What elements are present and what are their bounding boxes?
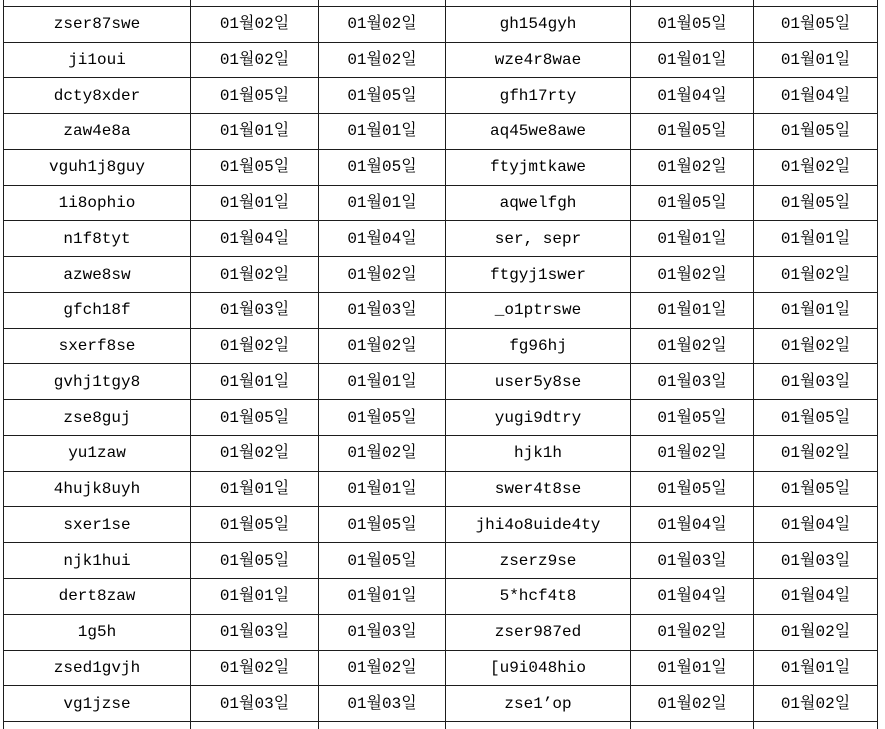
date-cell[interactable]: 01월05일 (631, 471, 754, 507)
date-cell[interactable]: 01월02일 (631, 328, 754, 364)
name-cell[interactable]: zaw4e8a (4, 114, 191, 150)
name-cell[interactable]: njk1hui (4, 543, 191, 579)
table-row (4, 435, 878, 471)
date-cell[interactable]: 01월05일 (754, 400, 878, 436)
date-cell[interactable]: 01월05일 (319, 543, 446, 579)
date-cell[interactable]: 01월02일 (319, 257, 446, 293)
date-cell[interactable]: 01월01일 (754, 292, 878, 328)
date-cell[interactable]: 01월02일 (191, 257, 319, 293)
name-cell[interactable]: aq45we8awe (446, 114, 631, 150)
date-cell[interactable]: 01월04일 (191, 221, 319, 257)
table-row (4, 507, 878, 543)
name-cell[interactable]: dert8zaw (4, 579, 191, 615)
name-cell[interactable]: 1g5h (4, 614, 191, 650)
name-cell[interactable]: swer4t8se (446, 471, 631, 507)
date-cell[interactable]: 01월05일 (319, 149, 446, 185)
date-cell[interactable]: 01월04일 (754, 78, 878, 114)
name-cell[interactable]: zsed1gvjh (4, 650, 191, 686)
date-cell[interactable]: 01월01일 (631, 292, 754, 328)
date-cell[interactable]: 01월01일 (319, 364, 446, 400)
date-cell[interactable]: 01월05일 (319, 507, 446, 543)
name-cell[interactable]: 4hujk8uyh (4, 471, 191, 507)
date-cell[interactable]: 01월03일 (319, 614, 446, 650)
date-cell[interactable]: 01월05일 (631, 400, 754, 436)
date-cell[interactable]: 01월05일 (319, 400, 446, 436)
name-cell[interactable]: yugi9dtry (446, 400, 631, 436)
name-cell[interactable]: ftyjmtkawe (446, 149, 631, 185)
date-cell[interactable]: 01월01일 (191, 471, 319, 507)
date-cell[interactable]: 01월02일 (631, 149, 754, 185)
date-cell[interactable]: 01월02일 (191, 650, 319, 686)
date-cell[interactable]: 01월02일 (631, 686, 754, 722)
name-cell[interactable]: aqwelfgh (446, 185, 631, 221)
date-cell[interactable]: 01월02일 (319, 435, 446, 471)
table-row (4, 221, 878, 257)
name-cell[interactable]: yu1zaw (4, 435, 191, 471)
name-cell[interactable]: ftgyj1swer (446, 257, 631, 293)
empty-cell[interactable] (754, 722, 878, 729)
table-row (4, 400, 878, 436)
date-cell[interactable]: 01월01일 (754, 42, 878, 78)
date-cell[interactable]: 01월01일 (631, 221, 754, 257)
date-cell[interactable]: 01월05일 (191, 149, 319, 185)
date-cell[interactable]: 01월03일 (191, 686, 319, 722)
date-cell[interactable]: 01월01일 (631, 42, 754, 78)
date-cell[interactable]: 01월02일 (319, 6, 446, 42)
date-cell[interactable]: 01월05일 (191, 78, 319, 114)
name-cell[interactable]: zse1’op (446, 686, 631, 722)
date-cell[interactable]: 01월05일 (631, 114, 754, 150)
table-row (4, 149, 878, 185)
table-row (4, 364, 878, 400)
date-cell[interactable]: 01월02일 (319, 328, 446, 364)
date-cell[interactable]: 01월02일 (631, 435, 754, 471)
name-cell[interactable]: zser87swe (4, 6, 191, 42)
empty-cell[interactable] (191, 722, 319, 729)
name-cell[interactable]: sxerf8se (4, 328, 191, 364)
table-row (4, 78, 878, 114)
name-cell[interactable]: [u9i048hio (446, 650, 631, 686)
empty-cell[interactable] (631, 722, 754, 729)
date-cell[interactable]: 01월01일 (754, 650, 878, 686)
date-cell[interactable]: 01월05일 (191, 543, 319, 579)
date-cell[interactable]: 01월03일 (319, 292, 446, 328)
date-cell[interactable]: 01월03일 (631, 364, 754, 400)
date-cell[interactable]: 01월04일 (754, 579, 878, 615)
date-cell[interactable]: 01월02일 (191, 6, 319, 42)
date-cell[interactable]: 01월05일 (754, 471, 878, 507)
name-cell[interactable]: gvhj1tgy8 (4, 364, 191, 400)
date-cell[interactable]: 01월01일 (191, 579, 319, 615)
grid-body (4, 0, 878, 729)
date-cell[interactable]: 01월02일 (754, 435, 878, 471)
date-cell[interactable]: 01월03일 (191, 614, 319, 650)
date-cell[interactable]: 01월05일 (754, 185, 878, 221)
date-cell[interactable]: 01월05일 (754, 6, 878, 42)
table-row (4, 114, 878, 150)
name-cell[interactable]: vg1jzse (4, 686, 191, 722)
date-cell[interactable]: 01월01일 (754, 221, 878, 257)
date-cell[interactable]: 01월01일 (319, 471, 446, 507)
date-cell[interactable]: 01월02일 (754, 614, 878, 650)
date-cell[interactable]: 01월04일 (631, 78, 754, 114)
name-cell[interactable]: user5y8se (446, 364, 631, 400)
date-cell[interactable]: 01월03일 (754, 543, 878, 579)
name-cell[interactable]: wze4r8wae (446, 42, 631, 78)
data-grid (3, 0, 878, 729)
date-cell[interactable]: 01월02일 (754, 328, 878, 364)
date-cell[interactable]: 01월03일 (754, 364, 878, 400)
name-cell[interactable]: 1i8ophio (4, 185, 191, 221)
empty-cell[interactable] (4, 722, 191, 729)
date-cell[interactable]: 01월02일 (754, 257, 878, 293)
name-cell[interactable]: vguh1j8guy (4, 149, 191, 185)
date-cell[interactable]: 01월05일 (319, 78, 446, 114)
name-cell[interactable]: gh154gyh (446, 6, 631, 42)
date-cell[interactable]: 01월03일 (631, 543, 754, 579)
table-row (4, 686, 878, 722)
date-cell[interactable]: 01월02일 (631, 614, 754, 650)
date-cell[interactable]: 01월05일 (631, 185, 754, 221)
date-cell[interactable]: 01월04일 (754, 507, 878, 543)
table-row (4, 6, 878, 42)
name-cell[interactable]: gfh17rty (446, 78, 631, 114)
table-row (4, 292, 878, 328)
date-cell[interactable]: 01월04일 (319, 221, 446, 257)
date-cell[interactable]: 01월05일 (191, 400, 319, 436)
table-row (4, 257, 878, 293)
date-cell[interactable]: 01월05일 (631, 6, 754, 42)
date-cell[interactable]: 01월01일 (191, 114, 319, 150)
name-cell[interactable]: jhi4o8uide4ty (446, 507, 631, 543)
empty-cell[interactable] (319, 722, 446, 729)
name-cell[interactable]: dcty8xder (4, 78, 191, 114)
table-row (4, 328, 878, 364)
date-cell[interactable]: 01월05일 (191, 507, 319, 543)
empty-cell[interactable] (446, 722, 631, 729)
name-cell[interactable]: fg96hj (446, 328, 631, 364)
date-cell[interactable]: 01월01일 (319, 185, 446, 221)
name-cell[interactable]: zse8guj (4, 400, 191, 436)
date-cell[interactable]: 01월01일 (319, 579, 446, 615)
name-cell[interactable]: sxer1se (4, 507, 191, 543)
name-cell[interactable]: n1f8tyt (4, 221, 191, 257)
date-cell[interactable]: 01월04일 (631, 579, 754, 615)
clipped-row-bottom (4, 722, 878, 729)
table-row (4, 471, 878, 507)
date-cell[interactable]: 01월01일 (319, 114, 446, 150)
date-cell[interactable]: 01월02일 (319, 650, 446, 686)
table-row (4, 42, 878, 78)
name-cell[interactable]: _o1ptrswe (446, 292, 631, 328)
date-cell[interactable]: 01월02일 (191, 435, 319, 471)
table-row (4, 614, 878, 650)
name-cell[interactable]: zser987ed (446, 614, 631, 650)
name-cell[interactable]: hjk1h (446, 435, 631, 471)
date-cell[interactable]: 01월02일 (191, 42, 319, 78)
table-row (4, 185, 878, 221)
name-cell[interactable]: ser, sepr (446, 221, 631, 257)
date-cell[interactable]: 01월03일 (319, 686, 446, 722)
date-cell[interactable]: 01월05일 (754, 114, 878, 150)
date-cell[interactable]: 01월01일 (191, 364, 319, 400)
name-cell[interactable]: azwe8sw (4, 257, 191, 293)
name-cell[interactable]: 5*hcf4t8 (446, 579, 631, 615)
date-cell[interactable]: 01월02일 (754, 149, 878, 185)
table-row (4, 579, 878, 615)
date-cell[interactable]: 01월02일 (191, 328, 319, 364)
date-cell[interactable]: 01월02일 (319, 42, 446, 78)
table-row (4, 543, 878, 579)
date-cell[interactable]: 01월04일 (631, 507, 754, 543)
table-row (4, 650, 878, 686)
name-cell[interactable]: ji1oui (4, 42, 191, 78)
date-cell[interactable]: 01월01일 (631, 650, 754, 686)
date-cell[interactable]: 01월01일 (191, 185, 319, 221)
date-cell[interactable]: 01월02일 (754, 686, 878, 722)
name-cell[interactable]: zserz9se (446, 543, 631, 579)
name-cell[interactable]: gfch18f (4, 292, 191, 328)
date-cell[interactable]: 01월03일 (191, 292, 319, 328)
date-cell[interactable]: 01월02일 (631, 257, 754, 293)
